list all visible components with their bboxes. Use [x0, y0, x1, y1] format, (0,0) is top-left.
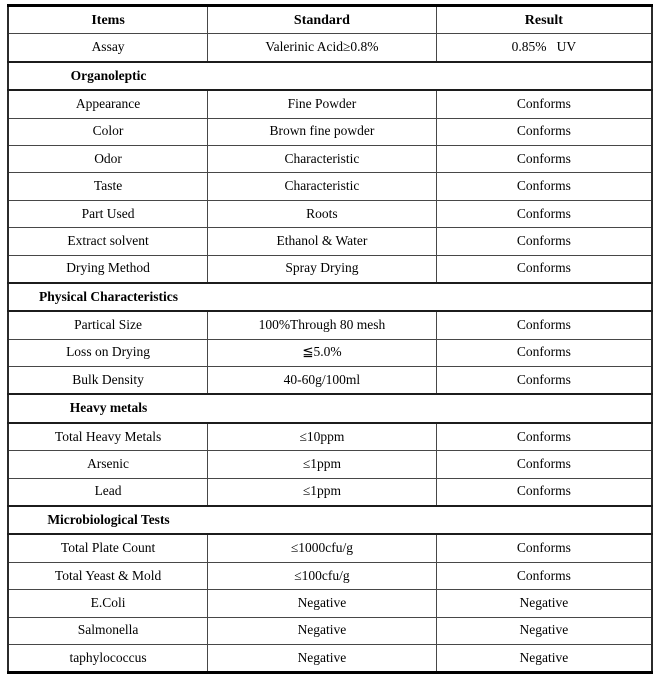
- result-cell: Conforms: [436, 228, 652, 255]
- item-cell: E.Coli: [8, 590, 208, 617]
- result-cell: Conforms: [436, 478, 652, 506]
- table-row-loss-on-drying: [8, 339, 652, 366]
- standard-cell: ≤1ppm: [208, 451, 437, 478]
- item-cell: Total Plate Count: [8, 534, 208, 562]
- result-cell: Conforms: [436, 255, 652, 283]
- item-cell: Lead: [8, 478, 208, 506]
- result-cell: Conforms: [436, 311, 652, 339]
- column-header-items: Items: [8, 6, 208, 34]
- table-row-odor: [8, 145, 652, 172]
- standard-cell: Characteristic: [208, 145, 437, 172]
- section-label: Physical Characteristics: [38, 288, 179, 304]
- item-cell: Total Yeast & Mold: [8, 562, 208, 589]
- column-header-standard: Standard: [208, 6, 437, 34]
- header-row: [8, 6, 652, 34]
- standard-cell: ≤1ppm: [208, 478, 437, 506]
- item-cell: Color: [8, 118, 208, 145]
- item-cell: Drying Method: [8, 255, 208, 283]
- table-row-assay: [8, 34, 652, 62]
- table-row-extract-solvent: [8, 228, 652, 255]
- result-cell: Negative: [436, 617, 652, 644]
- item-cell: Appearance: [8, 90, 208, 118]
- table-row-ecoli: [8, 590, 652, 617]
- result-cell: Negative: [436, 590, 652, 617]
- result-cell: Conforms: [436, 145, 652, 172]
- item-cell: Taste: [8, 173, 208, 200]
- column-header-result: Result: [436, 6, 652, 34]
- result-cell: Conforms: [436, 339, 652, 366]
- item-cell: taphylococcus: [8, 644, 208, 672]
- item-cell: Extract solvent: [8, 228, 208, 255]
- standard-cell: Fine Powder: [208, 90, 437, 118]
- section-row-organoleptic: [8, 62, 652, 90]
- standard-cell: Negative: [208, 590, 437, 617]
- item-cell: Partical Size: [8, 311, 208, 339]
- result-cell: Negative: [436, 644, 652, 672]
- result-cell: Conforms: [436, 423, 652, 451]
- standard-cell: Characteristic: [208, 173, 437, 200]
- standard-cell: Roots: [208, 200, 437, 227]
- item-cell: Assay: [8, 34, 208, 62]
- standard-cell: 40-60g/100ml: [208, 367, 437, 395]
- section-row-heavy-metals: [8, 394, 652, 422]
- item-cell: Odor: [8, 145, 208, 172]
- standard-cell: Ethanol & Water: [208, 228, 437, 255]
- standard-cell: ≤10ppm: [208, 423, 437, 451]
- item-cell: Arsenic: [8, 451, 208, 478]
- result-cell: Conforms: [436, 367, 652, 395]
- table-row-part-used: [8, 200, 652, 227]
- table-row-lead: [8, 478, 652, 506]
- standard-cell: ≤100cfu/g: [208, 562, 437, 589]
- result-cell: Conforms: [436, 90, 652, 118]
- result-cell: Conforms: [436, 451, 652, 478]
- table-row-salmonella: [8, 617, 652, 644]
- section-label: Microbiological Tests: [47, 511, 170, 527]
- standard-cell: ≤1000cfu/g: [208, 534, 437, 562]
- standard-cell: ≦5.0%: [208, 339, 437, 366]
- table-row-total-plate-count: [8, 534, 652, 562]
- table-row-taste: [8, 173, 652, 200]
- result-cell: Conforms: [436, 534, 652, 562]
- item-cell: Loss on Drying: [8, 339, 208, 366]
- table-row-staphylococcus: [8, 644, 652, 672]
- table-row-total-yeast-mold: [8, 562, 652, 589]
- section-label: Heavy metals: [69, 400, 148, 416]
- table-row-drying-method: [8, 255, 652, 283]
- table-row-partical-size: [8, 311, 652, 339]
- item-cell: Bulk Density: [8, 367, 208, 395]
- item-cell: Part Used: [8, 200, 208, 227]
- section-label: Organoleptic: [70, 67, 147, 83]
- section-row-physical-characteristics: [8, 283, 652, 311]
- result-cell: Conforms: [436, 173, 652, 200]
- standard-cell: 100%Through 80 mesh: [208, 311, 437, 339]
- item-cell: Total Heavy Metals: [8, 423, 208, 451]
- standard-cell: Valerinic Acid≥0.8%: [208, 34, 437, 62]
- section-row-microbiological-tests: [8, 506, 652, 534]
- standard-cell: Negative: [208, 644, 437, 672]
- specification-table: [7, 4, 653, 674]
- standard-cell: Negative: [208, 617, 437, 644]
- table-row-bulk-density: [8, 367, 652, 395]
- table-row-arsenic: [8, 451, 652, 478]
- item-cell: Salmonella: [8, 617, 208, 644]
- standard-cell: Spray Drying: [208, 255, 437, 283]
- table-row-appearance: [8, 90, 652, 118]
- standard-cell: Brown fine powder: [208, 118, 437, 145]
- result-cell: 0.85% UV: [436, 34, 652, 62]
- table-row-color: [8, 118, 652, 145]
- table-row-total-heavy-metals: [8, 423, 652, 451]
- result-cell: Conforms: [436, 200, 652, 227]
- result-cell: Conforms: [436, 562, 652, 589]
- result-cell: Conforms: [436, 118, 652, 145]
